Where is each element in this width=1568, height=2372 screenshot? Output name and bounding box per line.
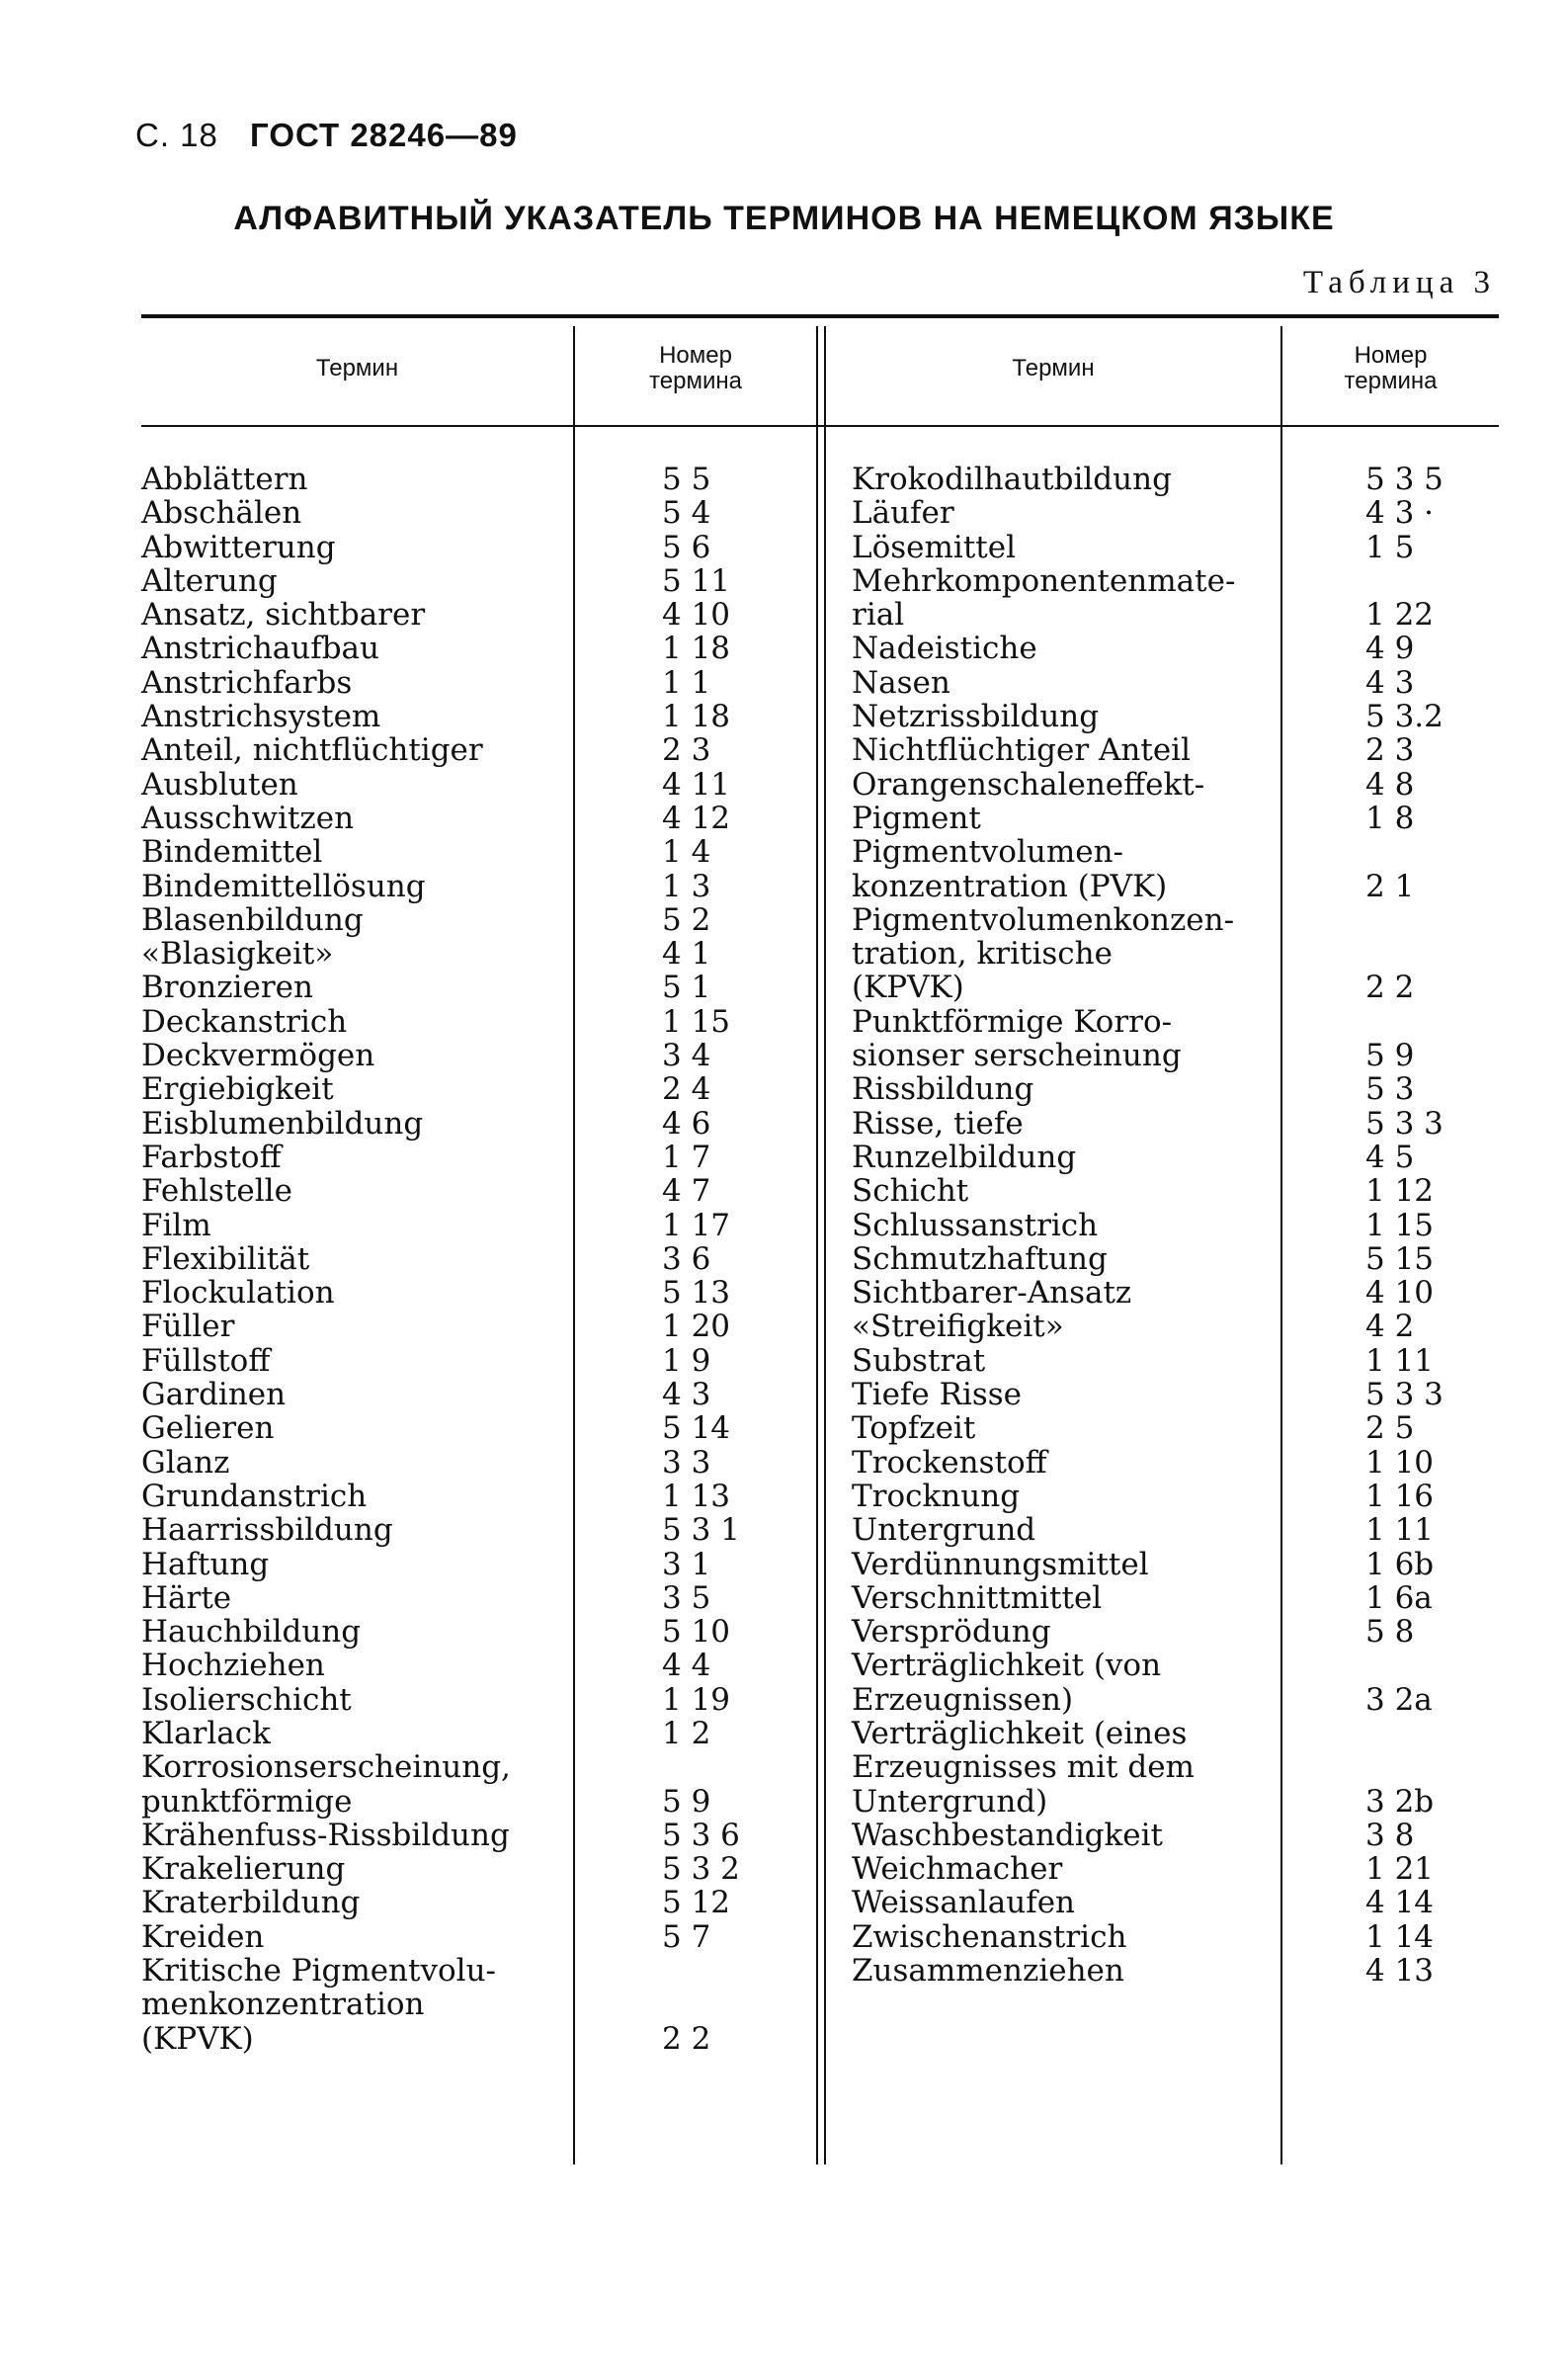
table-row bbox=[141, 666, 754, 700]
column-header-term-label: Термин bbox=[1012, 355, 1095, 381]
term-name: Haarrissbildung bbox=[141, 1512, 393, 1549]
term-number: 5 5 bbox=[662, 462, 711, 497]
term-name: «Blasigkeit» bbox=[141, 936, 334, 973]
term-name: Abwitterung bbox=[141, 529, 336, 565]
table-row bbox=[141, 1378, 754, 1411]
term-number: 5 10 bbox=[662, 1614, 731, 1651]
term-number: 1 19 bbox=[662, 1681, 731, 1718]
term-name: Blasenbildung bbox=[141, 901, 364, 938]
table-row bbox=[141, 903, 754, 937]
term-name: Nichtflüchtiger Anteil bbox=[852, 732, 1192, 769]
table-row bbox=[852, 1209, 1464, 1242]
term-name: Ansatz, sichtbarer bbox=[141, 597, 426, 634]
table-row bbox=[852, 1310, 1464, 1343]
term-number: 4 5 bbox=[1365, 1139, 1415, 1175]
term-number: 4 10 bbox=[1365, 1275, 1435, 1312]
table-row bbox=[852, 1649, 1464, 1682]
table-row bbox=[141, 1750, 754, 1784]
term-number: 5 3 bbox=[1365, 1071, 1415, 1108]
table-row bbox=[852, 496, 1464, 530]
table-row bbox=[141, 1683, 754, 1717]
table-row bbox=[852, 700, 1464, 733]
term-number: 2 2 bbox=[1365, 970, 1415, 1006]
table-caption: Таблица 3 bbox=[1302, 265, 1496, 300]
term-number: 1 4 bbox=[662, 834, 711, 871]
table-row bbox=[141, 1717, 754, 1750]
term-name: Abschälen bbox=[141, 495, 302, 532]
table-row bbox=[852, 1005, 1464, 1039]
table-row bbox=[852, 1920, 1464, 1954]
table-row bbox=[141, 1548, 754, 1581]
table-row bbox=[852, 1107, 1464, 1141]
table-row bbox=[852, 903, 1464, 937]
table-row bbox=[141, 632, 754, 665]
table-row bbox=[852, 531, 1464, 564]
term-name: Abblättern bbox=[141, 462, 308, 497]
term-number: 2 3 bbox=[1365, 732, 1415, 769]
table-row bbox=[852, 1174, 1464, 1208]
term-number: 3 2a bbox=[1365, 1681, 1433, 1718]
column-divider-double bbox=[824, 326, 826, 2164]
table-row bbox=[141, 733, 754, 767]
table-row bbox=[852, 971, 1464, 1004]
term-name: Flockulation bbox=[141, 1275, 335, 1312]
table-row bbox=[852, 733, 1464, 767]
term-number: 5 1 bbox=[662, 970, 711, 1006]
term-name: Runzelbildung bbox=[852, 1139, 1077, 1175]
term-name: Glanz bbox=[141, 1444, 230, 1481]
term-number: 4 14 bbox=[1365, 1885, 1435, 1921]
term-number: 1 9 bbox=[662, 1342, 711, 1379]
column-header-number-line1: Номер bbox=[1354, 342, 1428, 369]
table-row bbox=[852, 1378, 1464, 1411]
term-name: Krokodilhautbildung bbox=[852, 462, 1172, 497]
term-number: 1 12 bbox=[1365, 1173, 1435, 1210]
term-name: konzentration (PVK) bbox=[852, 868, 1168, 904]
term-number: 1 5 bbox=[1365, 529, 1415, 565]
table-row bbox=[141, 531, 754, 564]
term-number: 5 11 bbox=[662, 562, 731, 599]
term-number: 5 8 bbox=[1365, 1614, 1415, 1651]
term-number: 1 11 bbox=[1365, 1512, 1435, 1549]
term-number: 5 14 bbox=[662, 1410, 731, 1447]
term-number: 4 10 bbox=[662, 597, 731, 634]
table-row bbox=[141, 835, 754, 869]
term-number: 3 4 bbox=[662, 1038, 711, 1074]
column-header-number bbox=[575, 343, 816, 394]
table-row bbox=[141, 2022, 754, 2056]
term-name: Hochziehen bbox=[141, 1648, 325, 1684]
term-name: Anstrichfarbs bbox=[141, 664, 353, 701]
term-name: Korrosionserscheinung, bbox=[141, 1749, 511, 1786]
term-number: 4 9 bbox=[1365, 631, 1415, 667]
term-name: Bindemittellösung bbox=[141, 868, 426, 904]
table-row bbox=[141, 1954, 754, 1988]
term-number: 4 2 bbox=[1365, 1309, 1415, 1345]
term-name: Bronzieren bbox=[141, 970, 313, 1006]
table-row bbox=[141, 1072, 754, 1106]
term-name: Verdünnungsmittel bbox=[852, 1546, 1149, 1582]
term-name: (KPVK) bbox=[852, 970, 964, 1006]
term-name: Ergiebigkeit bbox=[141, 1071, 334, 1108]
term-name: Anstrichsystem bbox=[141, 699, 381, 735]
term-number: 5 9 bbox=[662, 1783, 711, 1820]
table-row bbox=[141, 1581, 754, 1615]
term-number: 1 2 bbox=[662, 1715, 711, 1751]
term-number: 4 4 bbox=[662, 1648, 711, 1684]
term-number: 3 1 bbox=[662, 1546, 711, 1582]
table-row bbox=[852, 835, 1464, 869]
table-row bbox=[141, 1480, 754, 1513]
table-row bbox=[141, 496, 754, 530]
table-row bbox=[852, 1683, 1464, 1717]
table-row bbox=[141, 1411, 754, 1445]
table-row bbox=[141, 1615, 754, 1649]
term-name: Klarlack bbox=[141, 1715, 271, 1751]
term-number: 4 12 bbox=[662, 800, 731, 836]
term-name: Punktförmige Korro- bbox=[852, 1003, 1173, 1040]
term-name: Flexibilität bbox=[141, 1240, 310, 1277]
term-name: Verschnittmittel bbox=[852, 1579, 1103, 1616]
term-number: 4 3 bbox=[662, 1377, 711, 1413]
table-row bbox=[141, 463, 754, 496]
table-row bbox=[141, 1276, 754, 1310]
term-name: Erzeugnisses mit dem bbox=[852, 1749, 1195, 1786]
table-row bbox=[141, 1039, 754, 1072]
term-name: Untergrund bbox=[852, 1512, 1036, 1549]
term-number: 5 3.2 bbox=[1365, 699, 1444, 735]
column-header-term-label: Термин bbox=[315, 355, 399, 381]
term-name: Härte bbox=[141, 1579, 232, 1616]
term-number: 3 3 bbox=[662, 1444, 711, 1481]
term-name: Deckvermögen bbox=[141, 1038, 375, 1074]
table-row bbox=[852, 632, 1464, 665]
table-row bbox=[141, 1785, 754, 1819]
term-number: 1 18 bbox=[662, 699, 731, 735]
term-name: Trockenstoff bbox=[852, 1444, 1047, 1481]
term-name: Kraterbildung bbox=[141, 1885, 361, 1921]
term-name: Film bbox=[141, 1207, 211, 1243]
term-name: Verträglichkeit (eines bbox=[852, 1715, 1188, 1751]
term-name: Nasen bbox=[852, 664, 950, 701]
column-header-number bbox=[1282, 343, 1499, 394]
term-number: 1 1 bbox=[662, 664, 711, 701]
term-name: punktförmige bbox=[141, 1783, 353, 1820]
term-name: Untergrund) bbox=[852, 1783, 1048, 1820]
term-name: Verträglichkeit (von bbox=[852, 1648, 1162, 1684]
term-name: Netzrissbildung bbox=[852, 699, 1100, 735]
table-row bbox=[141, 564, 754, 598]
term-number: 1 13 bbox=[662, 1478, 731, 1514]
term-name: Zwischenanstrich bbox=[852, 1918, 1127, 1955]
term-number: 1 14 bbox=[1365, 1918, 1435, 1955]
table-row bbox=[141, 1819, 754, 1852]
term-number: 5 3 6 bbox=[662, 1817, 740, 1853]
term-number: 4 8 bbox=[1365, 766, 1415, 803]
table-row bbox=[141, 937, 754, 971]
term-name: Kreiden bbox=[141, 1918, 265, 1955]
term-name: Lösemittel bbox=[852, 529, 1016, 565]
term-name: Krakelierung bbox=[141, 1851, 346, 1888]
table-row bbox=[141, 1209, 754, 1242]
term-number: 4 1 bbox=[662, 936, 711, 973]
term-name: Alterung bbox=[141, 562, 278, 599]
table-row bbox=[852, 1819, 1464, 1852]
table-row bbox=[141, 1852, 754, 1886]
left-term-list bbox=[141, 463, 754, 2056]
term-number: 1 6a bbox=[1365, 1579, 1433, 1616]
term-name: Weichmacher bbox=[852, 1851, 1063, 1888]
table-row bbox=[852, 1446, 1464, 1480]
term-name: Pigmentvolumenkonzen- bbox=[852, 901, 1235, 938]
header-bottom-rule bbox=[141, 425, 1499, 427]
term-number: 4 13 bbox=[1365, 1953, 1435, 1990]
term-name: Sichtbarer-Ansatz bbox=[852, 1275, 1132, 1312]
column-header-term bbox=[141, 356, 573, 381]
term-number: 1 10 bbox=[1365, 1444, 1435, 1481]
term-name: Trocknung bbox=[852, 1478, 1021, 1514]
term-name: Pigmentvolumen- bbox=[852, 834, 1124, 871]
term-number: 3 6 bbox=[662, 1240, 711, 1277]
page-number: С. 18 bbox=[135, 117, 218, 153]
table-row bbox=[852, 1276, 1464, 1310]
term-number: 1 7 bbox=[662, 1139, 711, 1175]
table-row bbox=[852, 1141, 1464, 1174]
term-number: 2 1 bbox=[1365, 868, 1415, 904]
term-number: 4 3 · bbox=[1365, 495, 1435, 532]
term-name: Krähenfuss-Rissbildung bbox=[141, 1817, 510, 1853]
table-row bbox=[852, 1242, 1464, 1276]
term-name: «Streifigkeit» bbox=[852, 1309, 1064, 1345]
term-number: 1 22 bbox=[1365, 597, 1435, 634]
term-name: Hauchbildung bbox=[141, 1614, 362, 1651]
term-name: Fehlstelle bbox=[141, 1173, 292, 1210]
column-header-number-line2: термина bbox=[1344, 368, 1438, 394]
table-row bbox=[141, 1242, 754, 1276]
table-row bbox=[141, 1005, 754, 1039]
term-number: 5 3 3 bbox=[1365, 1377, 1444, 1413]
right-term-list bbox=[852, 463, 1464, 1988]
term-name: Weissanlaufen bbox=[852, 1885, 1076, 1921]
table-row bbox=[852, 1581, 1464, 1615]
term-number: 1 16 bbox=[1365, 1478, 1435, 1514]
page-title: АЛФАВИТНЫЙ УКАЗАТЕЛЬ ТЕРМИНОВ НА НЕМЕЦКОМ ЯЗЫКЕ bbox=[233, 200, 1335, 237]
term-name: Eisblumenbildung bbox=[141, 1105, 424, 1142]
table-row bbox=[852, 1480, 1464, 1513]
table-row bbox=[141, 971, 754, 1004]
table-row bbox=[852, 768, 1464, 802]
term-name: Gardinen bbox=[141, 1377, 287, 1413]
table-row bbox=[141, 1344, 754, 1378]
term-name: Gelieren bbox=[141, 1410, 275, 1447]
term-name: Tiefe Risse bbox=[852, 1377, 1023, 1413]
term-name: Substrat bbox=[852, 1342, 986, 1379]
term-name: Zusammenziehen bbox=[852, 1953, 1124, 1990]
term-number: 5 3 5 bbox=[1365, 462, 1444, 497]
table-row bbox=[852, 1411, 1464, 1445]
term-name: Schlussanstrich bbox=[852, 1207, 1099, 1243]
term-number: 1 8 bbox=[1365, 800, 1415, 836]
table-row bbox=[852, 666, 1464, 700]
table-row bbox=[852, 1513, 1464, 1547]
term-name: Haftung bbox=[141, 1546, 270, 1582]
term-number: 5 15 bbox=[1365, 1240, 1435, 1277]
term-number: 4 11 bbox=[662, 766, 731, 803]
term-number: 4 6 bbox=[662, 1105, 711, 1142]
term-number: 1 18 bbox=[662, 631, 731, 667]
term-name: sionser serscheinung bbox=[852, 1038, 1182, 1074]
table-row bbox=[141, 1107, 754, 1141]
column-divider-double bbox=[816, 326, 818, 2164]
table-row bbox=[141, 1174, 754, 1208]
term-name: rial bbox=[852, 597, 905, 634]
table-row bbox=[852, 463, 1464, 496]
term-number: 5 3 3 bbox=[1365, 1105, 1444, 1142]
table-row bbox=[852, 870, 1464, 903]
term-name: Topfzeit bbox=[852, 1410, 976, 1447]
term-name: Mehrkomponentenmate- bbox=[852, 562, 1236, 599]
term-name: Versprödung bbox=[852, 1614, 1051, 1651]
table-row bbox=[141, 1920, 754, 1954]
term-name: Grundanstrich bbox=[141, 1478, 368, 1514]
term-name: Füller bbox=[141, 1309, 235, 1345]
table-top-rule bbox=[141, 314, 1499, 318]
term-number: 1 21 bbox=[1365, 1851, 1435, 1888]
term-number: 5 13 bbox=[662, 1275, 731, 1312]
term-number: 5 3 2 bbox=[662, 1851, 740, 1888]
term-name: Ausschwitzen bbox=[141, 800, 355, 836]
term-number: 1 11 bbox=[1365, 1342, 1435, 1379]
term-name: (KPVK) bbox=[141, 2020, 254, 2057]
table-row bbox=[852, 1750, 1464, 1784]
term-name: Isolierschicht bbox=[141, 1681, 352, 1718]
table-row bbox=[852, 1072, 1464, 1106]
term-number: 1 17 bbox=[662, 1207, 731, 1243]
term-number: 5 6 bbox=[662, 529, 711, 565]
term-name: Schmutzhaftung bbox=[852, 1240, 1108, 1277]
term-number: 5 3 1 bbox=[662, 1512, 740, 1549]
table-row bbox=[852, 598, 1464, 632]
term-name: menkonzentration bbox=[141, 1987, 425, 2023]
term-number: 5 9 bbox=[1365, 1038, 1415, 1074]
table-row bbox=[141, 1988, 754, 2021]
term-name: Anstrichaufbau bbox=[141, 631, 379, 667]
term-number: 3 2b bbox=[1365, 1783, 1435, 1820]
term-name: Farbstoff bbox=[141, 1139, 282, 1175]
term-name: Bindemittel bbox=[141, 834, 323, 871]
term-number: 2 2 bbox=[662, 2020, 711, 2057]
term-number: 4 7 bbox=[662, 1173, 711, 1210]
table-row bbox=[852, 1039, 1464, 1072]
column-header-term bbox=[826, 356, 1280, 381]
table-row bbox=[141, 1649, 754, 1682]
table-row bbox=[852, 1954, 1464, 1988]
term-number: 2 3 bbox=[662, 732, 711, 769]
table-row bbox=[141, 870, 754, 903]
term-number: 5 12 bbox=[662, 1885, 731, 1921]
term-name: Läufer bbox=[852, 495, 954, 532]
term-name: Erzeugnissen) bbox=[852, 1681, 1074, 1718]
term-name: Nadeistiche bbox=[852, 631, 1037, 667]
term-number: 3 5 bbox=[662, 1579, 711, 1616]
term-number: 1 20 bbox=[662, 1309, 731, 1345]
term-name: tration, kritische bbox=[852, 936, 1113, 973]
term-number: 2 5 bbox=[1365, 1410, 1415, 1447]
table-row bbox=[852, 1344, 1464, 1378]
term-number: 2 4 bbox=[662, 1071, 711, 1108]
table-row bbox=[141, 1310, 754, 1343]
column-header-number-line1: Номер bbox=[659, 342, 732, 369]
term-name: Risse, tiefe bbox=[852, 1105, 1024, 1142]
table-row bbox=[141, 802, 754, 835]
term-number: 5 2 bbox=[662, 901, 711, 938]
term-name: Ausbluten bbox=[141, 766, 298, 803]
table-row bbox=[141, 1141, 754, 1174]
table-row bbox=[141, 1446, 754, 1480]
table-row bbox=[852, 1548, 1464, 1581]
table-row bbox=[852, 802, 1464, 835]
table-row bbox=[852, 1615, 1464, 1649]
table-row bbox=[141, 1513, 754, 1547]
term-name: Rissbildung bbox=[852, 1071, 1034, 1108]
table-row bbox=[852, 1785, 1464, 1819]
term-number: 4 3 bbox=[1365, 664, 1415, 701]
table-row bbox=[141, 768, 754, 802]
term-name: Kritische Pigmentvolu- bbox=[141, 1953, 497, 1990]
column-header-number-line2: термина bbox=[649, 368, 742, 394]
page-header bbox=[135, 117, 518, 154]
term-number: 1 15 bbox=[662, 1003, 731, 1040]
table-row bbox=[852, 564, 1464, 598]
table-row bbox=[141, 1886, 754, 1919]
table-row bbox=[141, 700, 754, 733]
term-name: Pigment bbox=[852, 800, 981, 836]
term-name: Schicht bbox=[852, 1173, 969, 1210]
table-row bbox=[852, 1852, 1464, 1886]
term-name: Deckanstrich bbox=[141, 1003, 348, 1040]
term-number: 5 7 bbox=[662, 1918, 711, 1955]
table-row bbox=[141, 598, 754, 632]
term-number: 3 8 bbox=[1365, 1817, 1415, 1853]
table-row bbox=[852, 1886, 1464, 1919]
term-number: 1 3 bbox=[662, 868, 711, 904]
term-name: Anteil, nichtflüchtiger bbox=[141, 732, 483, 769]
term-name: Waschbestandigkeit bbox=[852, 1817, 1163, 1853]
term-number: 1 15 bbox=[1365, 1207, 1435, 1243]
table-row bbox=[852, 937, 1464, 971]
table-row bbox=[852, 1717, 1464, 1750]
term-name: Füllstoff bbox=[141, 1342, 271, 1379]
standard-number: ГОСТ 28246—89 bbox=[250, 117, 518, 153]
term-name: Orangenschaleneffekt- bbox=[852, 766, 1205, 803]
term-number: 5 4 bbox=[662, 495, 711, 532]
term-number: 1 6b bbox=[1365, 1546, 1435, 1582]
